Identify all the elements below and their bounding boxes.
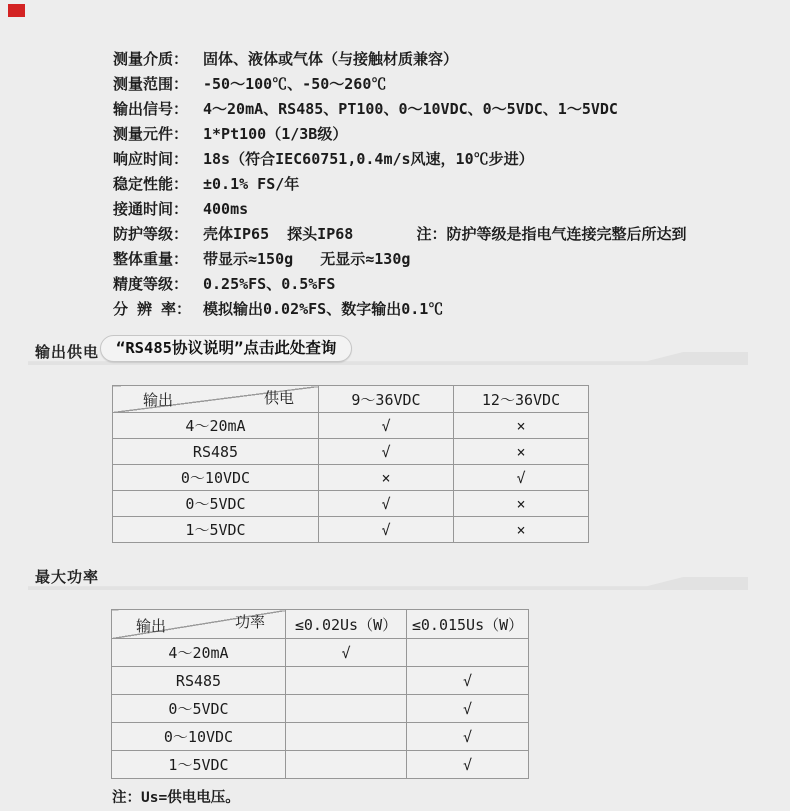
column-header: 12～36VDC (454, 386, 589, 413)
row-label: RS485 (112, 667, 286, 695)
spec-value: 4～20mA、RS485、PT100、0～10VDC、0～5VDC、1～5VDC (203, 100, 618, 118)
cell-mark: √ (319, 439, 454, 465)
spec-label: 输出信号： (113, 100, 189, 118)
spec-label: 测量介质： (113, 50, 189, 68)
cell-mark (407, 639, 529, 667)
spec-value: 壳体IP65 探头IP68 注：防护等级是指电气连接完整后所达到 (203, 225, 687, 243)
diagonal-header-cell (112, 610, 286, 639)
spec-row (113, 146, 773, 171)
spec-label: 整体重量： (113, 250, 189, 268)
cell-mark: × (454, 491, 589, 517)
table-row (113, 491, 589, 517)
spec-label: 分 辨 率： (113, 300, 192, 318)
row-label: 0～10VDC (112, 723, 286, 751)
table-header-row (113, 386, 589, 413)
spec-label: 测量范围： (113, 75, 189, 93)
corner-label-bottom: 输出 (136, 617, 167, 635)
corner-label-top: 供电 (263, 389, 294, 407)
cell-mark (286, 667, 407, 695)
spec-row (113, 296, 773, 321)
spec-label: 响应时间： (113, 150, 189, 168)
cell-mark: √ (407, 667, 529, 695)
spec-row (113, 221, 773, 246)
spec-row (113, 271, 773, 296)
table-row (112, 667, 529, 695)
red-square-icon (8, 4, 25, 17)
row-label: 1～5VDC (112, 751, 286, 779)
row-label: 0～5VDC (113, 491, 319, 517)
spec-list (113, 46, 773, 321)
section-title-max-power: 最大功率 (35, 568, 100, 586)
rs485-protocol-link[interactable]: “RS485协议说明”点击此处查询 (100, 335, 352, 362)
cell-mark (286, 695, 407, 723)
table-row (112, 695, 529, 723)
spec-value: 400ms (203, 199, 249, 218)
cell-mark: √ (407, 695, 529, 723)
cell-mark: × (454, 439, 589, 465)
cell-mark: √ (286, 639, 407, 667)
spec-row (113, 171, 773, 196)
spec-row (113, 71, 773, 96)
column-header: 9～36VDC (319, 386, 454, 413)
spec-value: -50～100℃、-50～260℃ (203, 75, 387, 93)
spec-value: 1*Pt100（1/3B级） (203, 125, 348, 143)
power-supply-table (112, 385, 589, 543)
spec-row (113, 96, 773, 121)
row-label: 4～20mA (112, 639, 286, 667)
decorative-band (28, 577, 748, 590)
row-label: RS485 (113, 439, 319, 465)
footnote: 注：Us=供电电压。 (112, 790, 240, 806)
cell-mark: √ (319, 491, 454, 517)
max-power-table (111, 609, 529, 779)
table-row (113, 517, 589, 543)
spec-row (113, 46, 773, 71)
corner-label-top: 功率 (234, 613, 265, 631)
row-label: 0～5VDC (112, 695, 286, 723)
spec-label: 测量元件： (113, 125, 189, 143)
row-label: 0～10VDC (113, 465, 319, 491)
cell-mark: √ (407, 723, 529, 751)
cell-mark: × (454, 517, 589, 543)
section-title-output-power: 输出供电 (35, 343, 100, 361)
spec-value: 模拟输出0.02%FS、数字输出0.1℃ (203, 300, 444, 318)
spec-value: 0.25%FS、0.5%FS (203, 275, 336, 293)
spec-label: 稳定性能： (113, 175, 189, 193)
table-row (113, 465, 589, 491)
table-header-row (112, 610, 529, 639)
spec-row (113, 246, 773, 271)
diagonal-header-cell (113, 386, 319, 413)
spec-row (113, 121, 773, 146)
corner-label-bottom: 输出 (143, 391, 174, 409)
table-row (112, 639, 529, 667)
table-row (112, 723, 529, 751)
spec-row (113, 196, 773, 221)
row-label: 1～5VDC (113, 517, 319, 543)
table-row (112, 751, 529, 779)
spec-label: 防护等级： (113, 225, 189, 243)
cell-mark: × (454, 413, 589, 439)
table-row (113, 413, 589, 439)
cell-mark: √ (454, 465, 589, 491)
cell-mark: √ (319, 413, 454, 439)
spec-value: 18s（符合IEC60751,0.4m/s风速，10℃步进） (203, 150, 534, 168)
cell-mark (286, 751, 407, 779)
column-header: ≤0.02Us（W） (286, 610, 407, 639)
row-label: 4～20mA (113, 413, 319, 439)
table-row (113, 439, 589, 465)
spec-label: 接通时间： (113, 200, 189, 218)
spec-label: 精度等级： (113, 275, 189, 293)
column-header: ≤0.015Us（W） (407, 610, 529, 639)
cell-mark: × (319, 465, 454, 491)
cell-mark: √ (319, 517, 454, 543)
cell-mark: √ (407, 751, 529, 779)
spec-value: 带显示≈150g 无显示≈130g (203, 250, 411, 268)
spec-value: ±0.1% FS/年 (203, 175, 300, 193)
spec-value: 固体、液体或气体（与接触材质兼容） (203, 50, 459, 68)
cell-mark (286, 723, 407, 751)
